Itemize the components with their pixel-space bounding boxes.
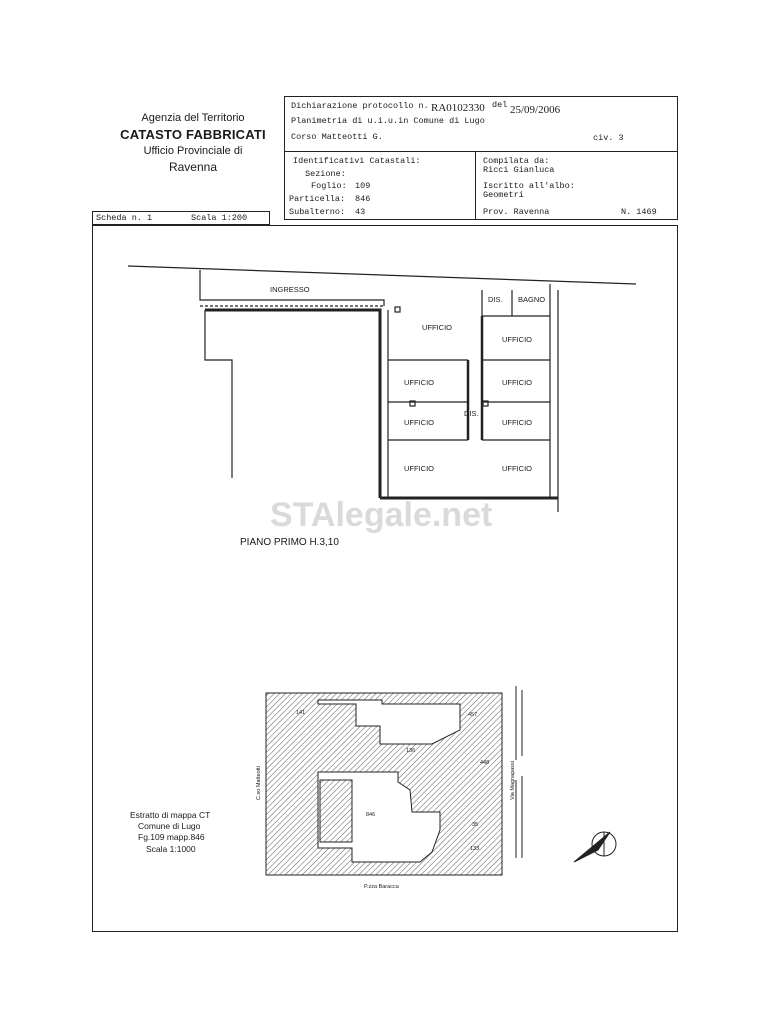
extract-scale: Scala 1:1000 [146,844,196,854]
room-ufficio: UFFICIO [502,418,532,427]
compilata-label: Compilata da: [483,156,550,166]
sezione-label: Sezione: [305,169,346,179]
foglio-value: 109 [355,181,371,191]
room-ufficio: UFFICIO [404,378,434,387]
protocol-number: RA0102330 [431,102,485,114]
catasto-title: CATASTO FABBRICATI [120,127,266,142]
compilata-value: Ricci Gianluca [483,165,555,175]
extract-comune: Comune di Lugo [138,821,201,831]
room-labels [270,285,545,473]
room-ufficio: UFFICIO [502,335,532,344]
identificativi-label: Identificativi Catastali: [293,156,421,166]
scheda-label: Scheda n. 1 [96,213,153,223]
province-label: Prov. Ravenna [483,207,550,217]
parcel-label: 448 [480,760,490,766]
room-dis: DIS. [464,409,479,418]
parcel-label: 846 [366,812,376,818]
street-baracca: P.zza Baracca [364,884,399,890]
scale-label: Scala 1:200 [191,213,248,223]
street-magnapassi: Via Magnapassi [510,760,516,800]
watermark [270,496,492,534]
room-ufficio: UFFICIO [404,464,434,473]
inner-wall-left [205,310,380,498]
parcel-label: 35 [472,822,479,828]
parcel-label: 141 [296,710,306,716]
province-name: Ravenna [168,160,218,174]
extract-title: Estratto di mappa CT [130,810,211,820]
agency-name: Agenzia del Territorio [141,112,245,124]
civic-number: civ. 3 [593,133,624,143]
subalterno-value: 43 [355,207,366,217]
del-label: del [492,100,508,110]
parcel-label: 133 [470,846,480,852]
left-exterior-wall [205,310,232,478]
address-text: Corso Matteotti G. [291,132,383,142]
subalterno-label: Subalterno: [289,207,346,217]
parcel-label: 457 [468,712,478,718]
dichiarazione-label: Dichiarazione protocollo n. [291,101,429,111]
room-dis: DIS. [488,295,503,304]
north-arrow-icon [574,832,616,862]
parcel-846-building [320,780,352,842]
floor-label: PIANO PRIMO H.3,10 [240,537,339,548]
iscritto-label: Iscritto all'albo: [483,181,575,191]
facade-line [128,266,636,284]
room-ingresso: INGRESSO [270,285,310,294]
particella-value: 846 [355,194,371,204]
room-ufficio: UFFICIO [404,418,434,427]
planimetria-text: Planimetria di u.i.u.in Comune di Lugo [291,116,485,126]
room-ufficio: UFFICIO [502,378,532,387]
declaration-date: 25/09/2006 [510,104,561,116]
iscritto-value: Geometri [483,190,524,200]
room-ufficio: UFFICIO [502,464,532,473]
room-bagno: BAGNO [518,295,546,304]
parcel-label: 136 [406,748,416,754]
foglio-label: Foglio: [311,181,347,191]
particella-label: Particella: [289,194,346,204]
extract-caption [130,810,210,854]
street-matteotti: C.so Matteotti [256,766,262,800]
register-number: N. 1469 [621,207,657,217]
extract-foglio: Fg.109 mapp.846 [138,832,205,842]
floor-plan [128,266,636,512]
ufficio-label: Ufficio Provinciale di [143,145,243,157]
pillar [395,307,400,312]
watermark-text: STAlegale.net [270,496,493,534]
room-ufficio: UFFICIO [422,323,452,332]
